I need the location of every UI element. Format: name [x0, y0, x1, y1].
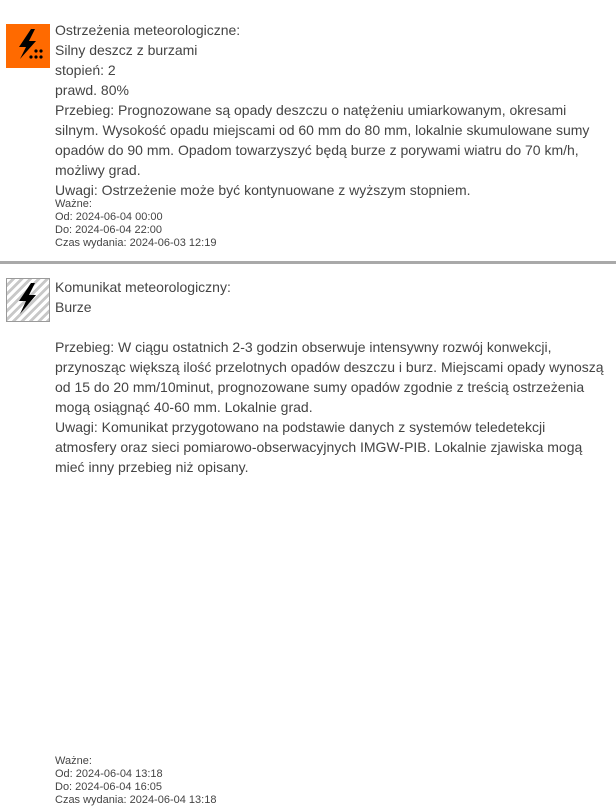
- spacer: [55, 317, 606, 337]
- warning-remarks: Uwagi: Komunikat przygotowano na podstawie danych z systemów teledetekcji atmosfery oraz sieci pomiarowo-obserwacyjnych IMGW-PIB. Lokalnie zjawiska mogą mieć inny przebieg niż opisany.: [55, 419, 583, 475]
- issue-time: Czas wydania: 2024-06-04 13:18: [55, 794, 217, 806]
- valid-from: Od: 2024-06-04 13:18: [55, 768, 163, 780]
- warning-course: Przebieg: Prognozowane są opady deszczu o natężeniu umiarkowanym, okresami silnym. Wysokość opadu miejscami od 60 mm do 80 mm, lokalnie skumulowane sumy opadów do 90 mm. Opadom towarzyszyć będą burze z porywami wiatru do 70 km/h, możliwy grad.: [55, 102, 590, 178]
- warning-category: Komunikat meteorologiczny:: [55, 279, 231, 295]
- warning-event: Burze: [55, 299, 92, 315]
- warning-probability: prawd. 80%: [55, 82, 129, 98]
- validity-label: Ważne:: [55, 755, 92, 767]
- valid-to: Do: 2024-06-04 22:00: [55, 224, 163, 236]
- warning-course: Przebieg: W ciągu ostatnich 2-3 godzin obserwuje intensywny rozwój konwekcji, przynosząc większą ilość przelotnych opadów deszczu i burz. Miejscami opady wynoszą od 15 do 20 mm/10minut, prognozowane sumy opadów zgodnie z treścią ostrzeżenia mogą osiągnąć 40-60 mm. Lokalnie grad.: [55, 339, 604, 415]
- issue-time: Czas wydania: 2024-06-03 12:19: [55, 237, 217, 249]
- warning-level: stopień: 2: [55, 62, 116, 78]
- storm-icon: [6, 278, 50, 322]
- warning-content: [55, 277, 606, 477]
- warning-validity: [55, 755, 216, 807]
- warning-card: [0, 0, 616, 262]
- valid-from: Od: 2024-06-04 00:00: [55, 211, 163, 223]
- warning-event: Silny deszcz z burzami: [55, 42, 198, 58]
- warning-card: [0, 263, 616, 806]
- validity-label: Ważne:: [55, 198, 92, 210]
- warning-validity: [55, 198, 216, 250]
- storm-rain-icon: [6, 24, 50, 68]
- warning-category: Ostrzeżenia meteorologiczne:: [55, 22, 241, 38]
- valid-to: Do: 2024-06-04 16:05: [55, 781, 163, 793]
- warning-remarks: Uwagi: Ostrzeżenie może być kontynuowane z wyższym stopniem.: [55, 182, 471, 198]
- warning-content: [55, 20, 606, 200]
